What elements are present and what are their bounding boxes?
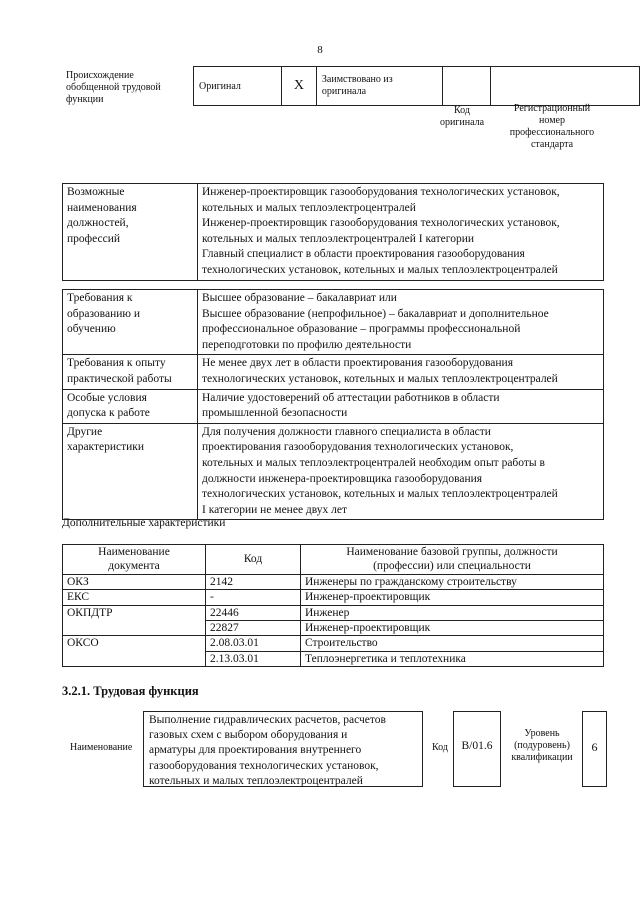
label-line: Возможные [67, 186, 125, 198]
function-name-line: газовых схем с выбором оборудования и [149, 729, 348, 742]
table-row [63, 355, 604, 389]
value-line: должности инженера-проектировщика газооборудования [202, 472, 483, 485]
value-line: Инженер-проектировщик газооборудования технологических установок, [202, 186, 560, 198]
label-line: профессий [67, 232, 121, 245]
code-label: Код [432, 742, 448, 753]
origin-label-line: Происхождение [66, 70, 134, 81]
label-line: допуска к работе [67, 407, 150, 420]
table-row [63, 636, 604, 651]
label-line: практической работы [67, 372, 172, 385]
borrowed-label [316, 67, 442, 106]
other-characteristics-value [198, 423, 604, 520]
value-line: проектирования газооборудования технологических установок, [202, 441, 514, 454]
education-value [198, 290, 604, 355]
value-line: котельных и малых теплоэлектроцентралей необходим опыт работы в [202, 456, 545, 469]
function-name-line: котельных и малых теплоэлектроцентралей [149, 774, 363, 787]
group-cell: Строительство [301, 636, 604, 651]
experience-value [198, 355, 604, 389]
original-code-cell [443, 67, 491, 106]
function-name-box [143, 711, 423, 787]
function-name-line: арматуры для проектирования внутреннего [149, 744, 362, 757]
value-line: профессиональное образование – программы профессиональной [202, 323, 521, 336]
requirements-table [62, 289, 604, 520]
function-name-line: Выполнение гидравлических расчетов, расчетов [149, 714, 386, 726]
label-line: должностей, [67, 217, 129, 230]
doc-cell: ОКПДТР [63, 605, 206, 636]
name-label: Наименование [70, 742, 133, 753]
level-label-line: квалификации [511, 752, 573, 763]
education-label [63, 290, 198, 355]
borrowed-line: оригинала [321, 86, 367, 97]
label-line: Другие [67, 425, 103, 438]
doc-cell: ОКСО [63, 636, 206, 667]
registration-number-cell [491, 67, 640, 106]
group-cell: Инженер [301, 605, 604, 620]
value-line: Инженер-проектировщик газооборудования технологических установок, [202, 217, 560, 230]
reg-caption-line: номер [539, 115, 565, 126]
original-label: Оригинал [194, 67, 282, 106]
level-value: 6 [582, 711, 607, 787]
special-conditions-value [198, 389, 604, 423]
value-line: Высшее образование (непрофильное) – бакалавриат и дополнительное [202, 307, 549, 320]
code-cell: 2.13.03.01 [206, 651, 301, 666]
code-cell: 22446 [206, 605, 301, 620]
reg-caption-line: Регистрационный [513, 103, 591, 114]
value-line: котельных и малых теплоэлектроцентралей [202, 201, 416, 214]
value-line: Для получения должности главного специалиста в области [202, 425, 491, 438]
table-row [63, 590, 604, 605]
header-group [301, 545, 604, 575]
level-label [505, 728, 579, 764]
value-line: технологических установок, котельных и малых теплоэлектроцентралей [202, 372, 558, 385]
table-row [63, 290, 604, 355]
code-cell: 22827 [206, 621, 301, 636]
header-line: документа [108, 560, 160, 573]
table-row [63, 605, 604, 620]
origin-label-line: обобщенной трудовой [66, 82, 161, 93]
special-conditions-label [63, 389, 198, 423]
group-cell: Теплоэнергетика и теплотехника [301, 651, 604, 666]
additional-table [62, 544, 604, 667]
value-line: Главный специалист в области проектирования газооборудования [202, 248, 525, 261]
doc-cell: ОКЗ [63, 574, 206, 589]
value-line: котельных и малых теплоэлектроцентралей I категории [202, 232, 475, 245]
code-cell: 2.08.03.01 [206, 636, 301, 651]
positions-label [63, 184, 198, 281]
borrowed-line: Заимствовано из [321, 74, 393, 85]
label-line: Требования к опыту [67, 357, 166, 370]
other-characteristics-label [63, 423, 198, 520]
code-cell: - [206, 590, 301, 605]
origin-label [66, 70, 176, 106]
additional-title: Дополнительные характеристики [62, 517, 226, 529]
registration-caption [500, 103, 604, 151]
header-code: Код [206, 545, 301, 575]
origin-table [193, 66, 640, 106]
group-cell: Инженер-проектировщик [301, 590, 604, 605]
group-cell: Инженеры по гражданскому строительству [301, 574, 604, 589]
level-label-line: Уровень [524, 728, 560, 739]
header-line: (профессии) или специальности [373, 560, 531, 573]
doc-cell: ЕКС [63, 590, 206, 605]
table-row [63, 184, 604, 281]
level-label-line: (подуровень) [514, 740, 570, 751]
original-mark: X [281, 67, 316, 106]
label-line: обучению [67, 323, 116, 336]
code-caption-line: оригинала [439, 117, 485, 128]
positions-table [62, 183, 604, 281]
value-line: переподготовки по профилю деятельности [202, 338, 412, 351]
value-line: технологических установок, котельных и малых теплоэлектроцентралей [202, 263, 558, 276]
header-document [63, 545, 206, 575]
table-header-row [63, 545, 604, 575]
value-line: Наличие удостоверений об аттестации работников в области [202, 391, 500, 404]
label-line: образованию и [67, 307, 140, 320]
value-line: I категории не менее двух лет [202, 503, 348, 516]
group-cell: Инженер-проектировщик [301, 621, 604, 636]
table-row [63, 423, 604, 520]
table-row [63, 574, 604, 589]
reg-caption-line: профессионального [509, 127, 595, 138]
page-number: 8 [317, 44, 323, 56]
code-value: B/01.6 [453, 711, 501, 787]
origin-label-line: функции [66, 94, 104, 105]
code-caption-line: Код [454, 105, 470, 116]
code-caption [424, 105, 500, 129]
value-line: Высшее образование – бакалавриат или [202, 292, 397, 304]
experience-label [63, 355, 198, 389]
header-line: Наименование базовой группы, должности [346, 546, 558, 558]
label-line: характеристики [67, 441, 145, 454]
header-line: Наименование [98, 546, 170, 558]
label-line: Особые условия [67, 391, 147, 404]
code-cell: 2142 [206, 574, 301, 589]
value-line: технологических установок, котельных и малых теплоэлектроцентралей [202, 488, 558, 501]
labor-function-title: 3.2.1. Трудовая функция [62, 684, 199, 698]
positions-value [198, 184, 604, 281]
function-name-line: газооборудования технологических установок, [149, 759, 379, 772]
value-line: Не менее двух лет в области проектирования газооборудования [202, 357, 514, 370]
label-line: Требования к [67, 292, 133, 304]
table-row [63, 389, 604, 423]
value-line: промышленной безопасности [202, 407, 348, 420]
reg-caption-line: стандарта [530, 139, 574, 150]
label-line: наименования [67, 201, 137, 214]
